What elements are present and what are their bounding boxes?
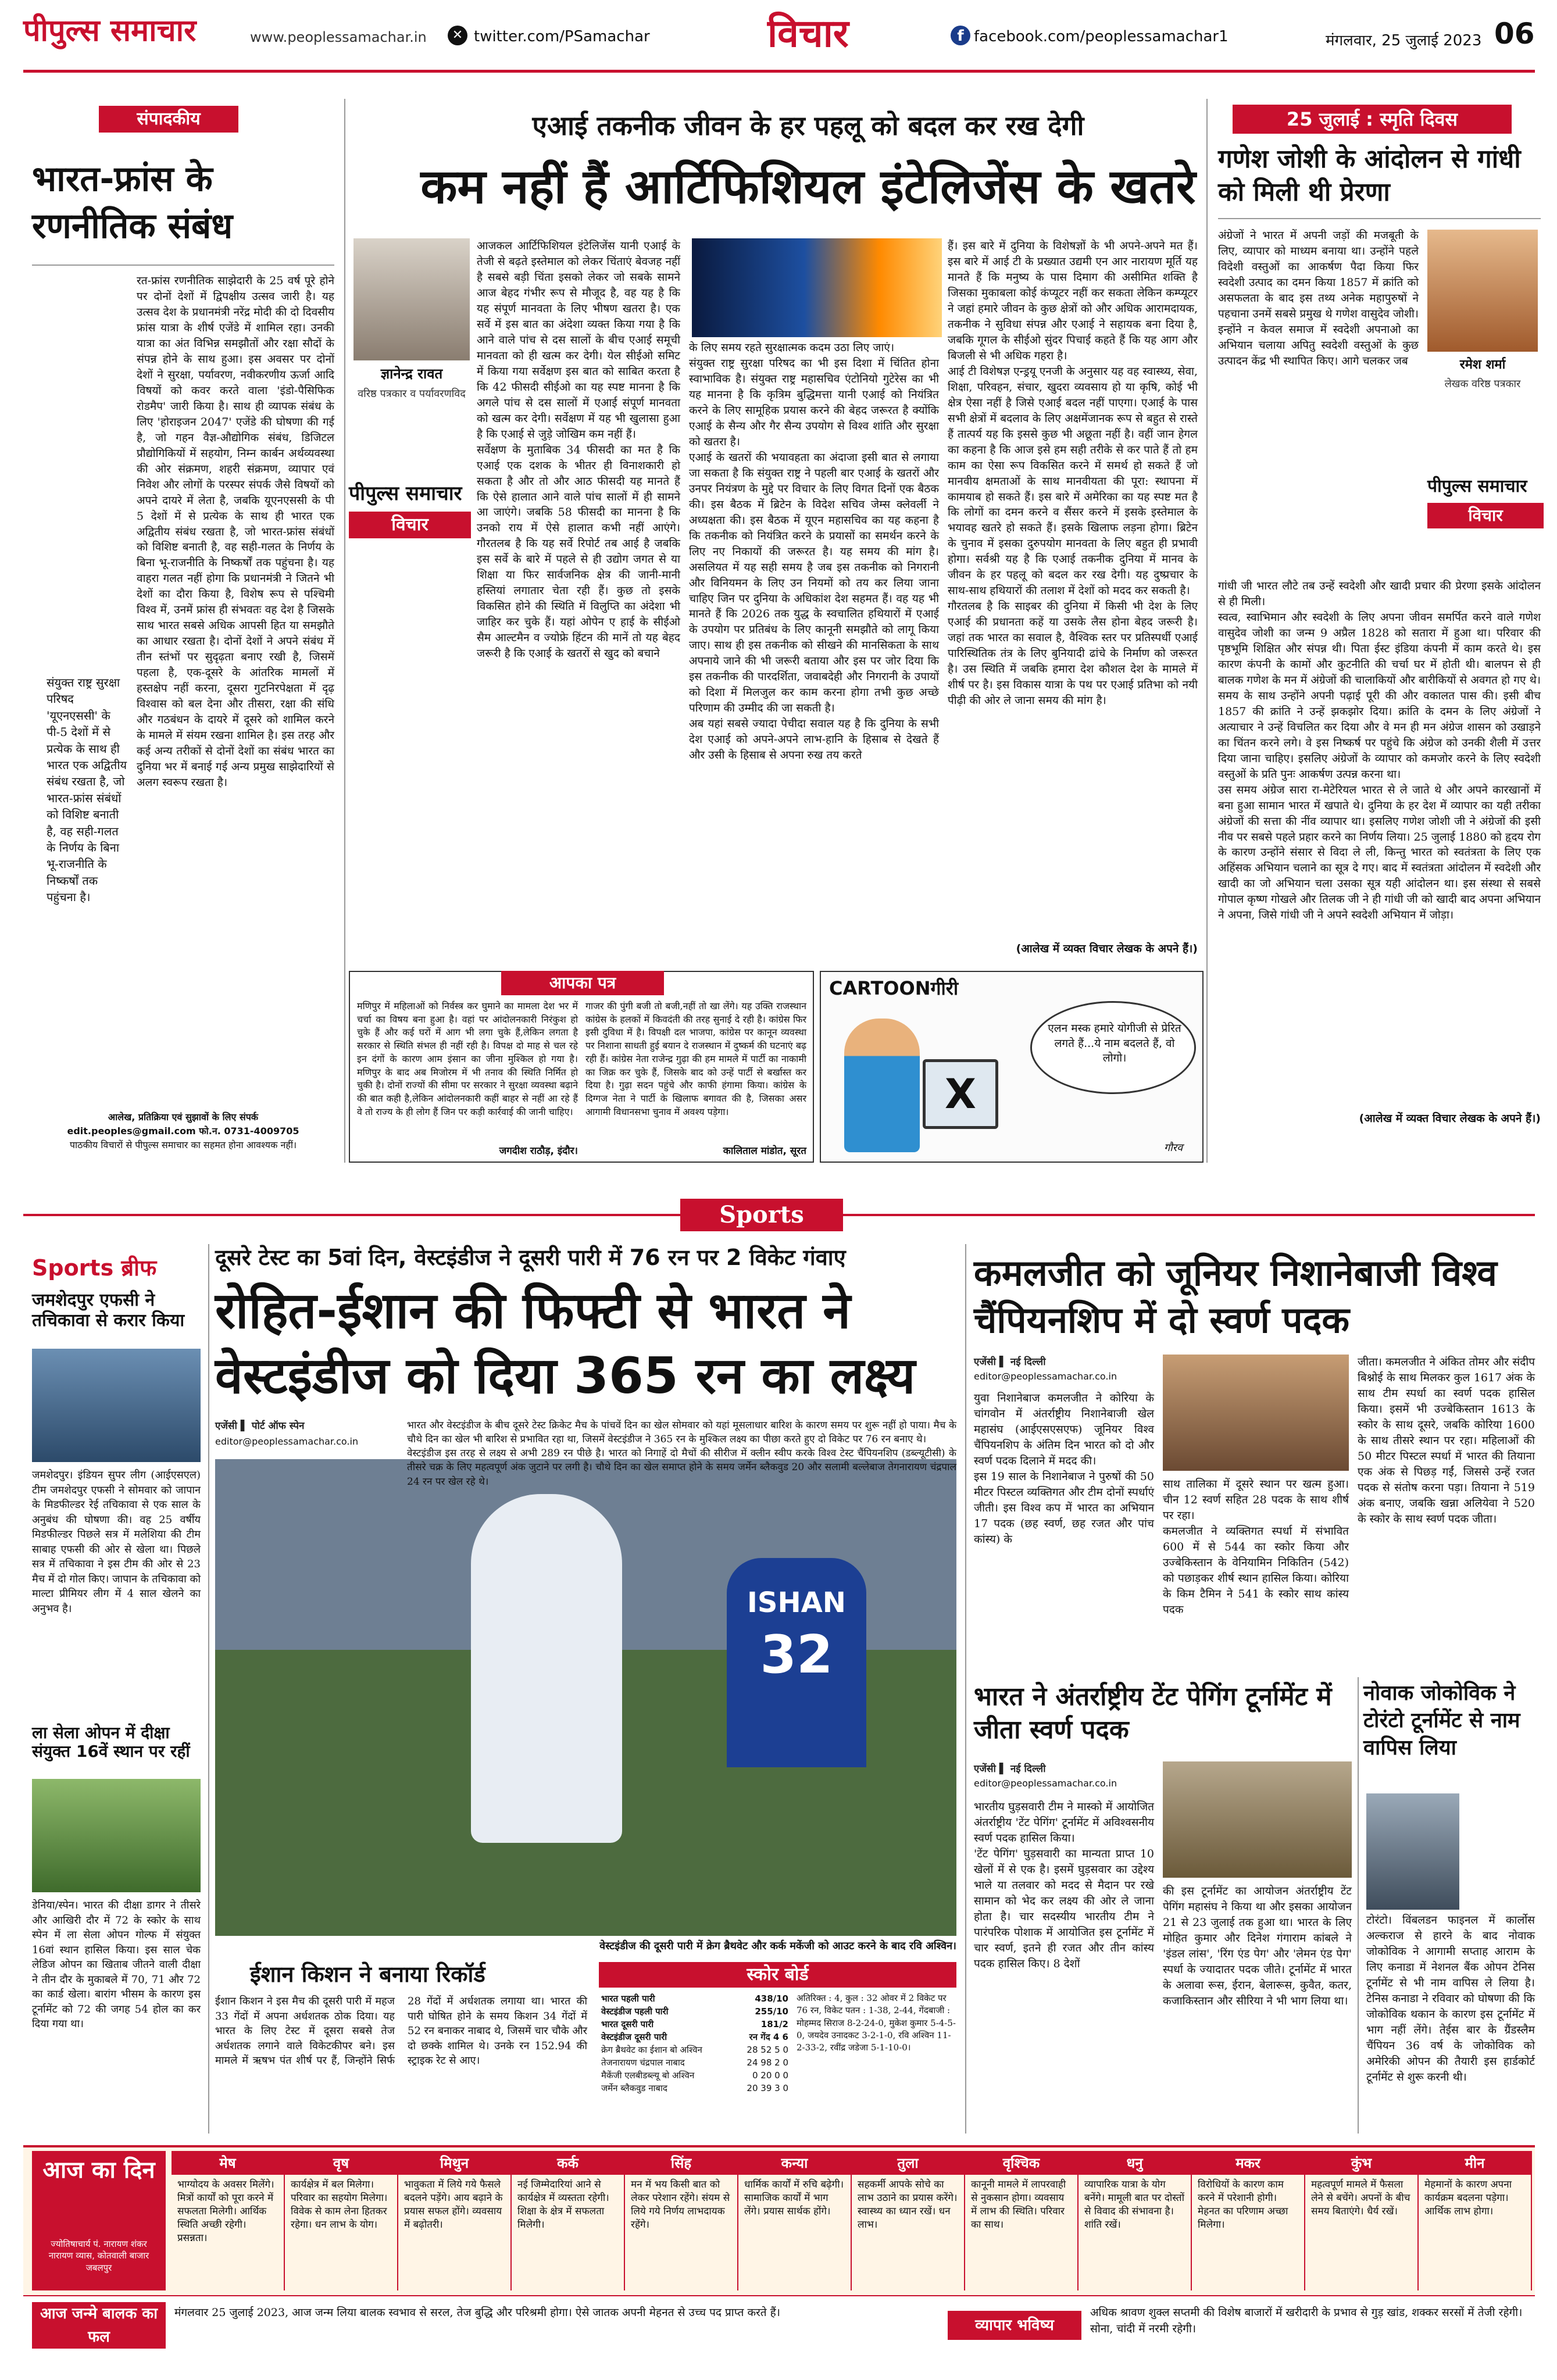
lead-kicker: एआई तकनीक जीवन के हर पहलू को बदल कर रख देगी [532, 110, 1084, 141]
editorial-tag: संपादकीय [99, 106, 238, 133]
born-label: आज जन्मे बालक का फल [32, 2302, 166, 2349]
letters-title: आपका पत्र [501, 971, 664, 995]
rashi-name: मीन [1419, 2151, 1531, 2175]
scoreboard-value: 0 20 0 0 [752, 2070, 788, 2081]
rashi-text: धार्मिक कार्यों में रुचि बढ़ेगी। सामाजिक कार्यों में भाग लेंगे। प्रयास सार्थक होंगे। [744, 2179, 844, 2217]
smriti-note: (आलेख में व्यक्त विचार लेखक के अपने हैं।) [1359, 1112, 1541, 1125]
scoreboard-label: वेस्टइंडीज पहली पारी [601, 2006, 669, 2017]
novak-photo [1366, 1793, 1459, 1910]
letters-box [349, 971, 814, 1163]
rashi-name: वृश्चिक [965, 2151, 1077, 2175]
editorial-title: भारत-फ्रांस के रणनीतिक संबंध [32, 159, 233, 246]
rashi-text: नई जिम्मेदारियां आने से कार्यक्षेत्र में व्यस्तता रहेगी। शिक्षा के क्षेत्र में सफलता मिलेगी। [517, 2179, 609, 2231]
kamal-email[interactable]: editor@peoplessamachar.co.in [974, 1371, 1117, 1382]
rashi-name: मेष [172, 2151, 284, 2175]
sports-banner: Sports [680, 1199, 843, 1231]
rashi-name: वृष [285, 2151, 397, 2175]
issue-date: मंगलवार, 25 जुलाई 2023 [1326, 32, 1482, 49]
website-link[interactable]: www.peoplessamachar.in [250, 29, 427, 45]
rashi-name: सिंह [625, 2151, 737, 2175]
scoreboard-value: रन गेंद 4 6 [749, 2032, 788, 2042]
smriti-tag: 25 जुलाई : स्मृति दिवस [1233, 105, 1512, 134]
smriti-body: गांधी जी भारत लौटे तब उन्हें स्वदेशी और खादी प्रचार की प्रेरणा इसके आंदोलन से ही मिली। स्वत्व, स्वाभिमान और स्वदेशी के लिए अपना जीवन समर्पित करने वाले गणेश वासुदेव जोशी का जन्म 9 अप्रैल 1828 को सतारा में हुआ था। परिवार की पृष्ठभूमि शिक्षित और संपन्न थी। पिता ईस्ट इंडिया कंपनी में काम करते थे। इस कारण कंपनी के कामों और कुटनीति की चर्चा घर में होती थी। बालपन से ही बालक गणेश के मन में अंग्रेजों की चालाकियों और बारीकियों से अवगत हो गए थे। समय के साथ उन्होंने अपनी पढ़ाई पूरी की और वकालत पास की। इसी बीच 1857 की क्रांति ने उन्हें झकझोर दिया। क्रांति के दमन के लिए अंग्रेजों ने अत्याचार ने उन्हें विचलित कर दिया और वे मन ही मन अंग्रेज शासन को उखाड़ने का चिंतन करने लगे। वे इस निष्कर्ष पर पहुंचे कि अंग्रेज को उनकी शैली में उत्तर दिया जाना चाहिए। इसलिए अंग्रेजों के व्यापार को कमजोर करने के लिए स्वदेशी वस्तुओं के प्रति पुनः आकर्षण उत्पन्न करना था। उस समय अंग्रेज सारा रा-मेटेरियल भारत से ले जाते थे और अपने कारखानों में बना हुआ सामान भारत में खपाते थे। दुनिया के हर देश में व्यापार का यही तरीका अंग्रेजों की सत्ता की नींव व्यापार था। इसलिए गणेश जोशी जी ने अंग्रेजों की इसी नीव पर सबसे पहले प्रहार करने का निर्णय लिया। 25 जुलाई 1880 को हृदय रोग के कारण उन्होंने संसार से विदा ले ली, किन्तु भारत को स्वतंत्रता के लिए एक अहिंसक अभियान चलाने का सूत्र दे गए। बाद में स्वतंत्रता आंदोलन में स्वदेशी और खादी का जो अभियान चला उसका सूत्र यही आंदोलन था। इस संस्था से सबसे गोपाल कृष्ण गोखले और तिलक जी ने ही गांधी जी को खादी बाद अपना अभियान ने अपना, जिसे गांधी जी ने अपने स्वदेशी अभियान में जोड़ा। [1218, 580, 1541, 922]
rashi-item [1419, 2151, 1532, 2290]
lead-note: (आलेख में व्यक्त विचार लेखक के अपने हैं।) [1016, 942, 1198, 955]
born-text: मंगलवार 25 जुलाई 2023, आज जन्म लिया बालक स्वभाव से सरल, तेज बुद्धि और परिश्रमी होगा। ऐसे जातक अपनी मेहनत से उच्च पद प्राप्त करते हैं। [174, 2306, 780, 2319]
brief1-body: जमशेदपुर। इंडियन सुपर लीग (आईएसएल) टीम जमशेदपुर एफसी ने सोमवार को जापान के मिडफील्डर रेई तचिकावा से एक साल के अनुबंध की घोषणा की। वह 25 वर्षीय मिडफील्डर पिछले सत्र में मलेशिया की टीम साबाह एफसी की ओर से खेला था। पिछले सत्र में तचिकावा ने इस टीम की ओर से 23 मैच में दो गोल किए। जापान के तचिकावा को माल्टा प्रीमियर लीग में 4 साल खेलने का अनुभव है। [32, 1469, 201, 1615]
rashi-name: धनु [1079, 2151, 1191, 2175]
scoreboard-value: 438/10 [755, 1993, 788, 2004]
lead-illustration [692, 238, 942, 337]
tent-byline: एजेंसी ▌ नई दिल्ली [974, 1763, 1046, 1775]
scoreboard-box [599, 1962, 956, 2136]
cartoon-figure [844, 1019, 920, 1152]
rashi-item [738, 2151, 852, 2290]
rashifal-jyotish: ज्योतिषाचार्य पं. नारायण शंकर नारायण व्यास, कोतवाली बाजार जबलपुर [48, 2239, 149, 2273]
smriti-headline: गणेश जोशी के आंदोलन से गांधी को मिली थी प्रेरणा [1218, 144, 1521, 208]
scoreboard-row [599, 2031, 791, 2043]
smriti-brand: पीपुल्स समाचार [1427, 476, 1527, 496]
cricket-photo-caption: वेस्टइंडीज की दूसरी पारी में क्रेग ब्रैथवेट और कर्क मकेंजी को आउट करने के बाद रवि अश्विन। [599, 1940, 956, 1952]
scoreboard-table [599, 1992, 791, 2095]
jersey-number: 32 [760, 1624, 833, 1685]
scoreboard-label: भारत दूसरी पारी [601, 2019, 654, 2029]
cricket-photo [215, 1459, 956, 1936]
scoreboard-value: 24 98 2 0 [747, 2057, 788, 2068]
brief1-head: जमशेदपुर एफसी ने तचिकावा से करार किया [32, 1290, 185, 1331]
ishan-head: ईशान किशन ने बनाया रिकॉर्ड [250, 1961, 485, 1987]
brief1-photo [32, 1349, 201, 1462]
cricket-email[interactable]: editor@peoplessamachar.co.in [215, 1436, 359, 1447]
rashi-text: भावुकता में लिये गये फैसले बदलने पड़ेंगे। आय बढ़ाने के प्रयास सफल होंगे। व्यवसाय में बढ़ोतरी। [404, 2179, 503, 2231]
lead-col2: के लिए समय रहते सुरक्षात्मक कदम उठा लिए जाएं। संयुक्त राष्ट्र सुरक्षा परिषद का भी इस दिशा में चिंतित होना स्वाभाविक है। संयुक्त राष्ट्र महासचिव एंटोनियो गुटेरेस का भी यह मानना है कि कृत्रिम बुद्धिमत्ता यानी एआई को नियंत्रित करने के लिए सामूहिक प्रयास करने की बेहद जरूरत है क्योंकि एआई के सैन्य और गैर सैन्य उपयोग से विश्व शांति और सुरक्षा को खतरा है। एआई के खतरों की भयावहता का अंदाजा इसी बात से लगाया जा सकता है कि संयुक्त राष्ट्र ने पहली बार एआई के खतरों और उनपर नियंत्रण के मुद्दे पर विचार के लिए विगत दिनों एक बैठक की। इस बैठक में ब्रिटेन के विदेश सचिव जेम्स क्लेवर्ली ने अध्यक्षता की। इस बैठक में यूएन महासचिव का यह कहना है कि तकनीक को नियंत्रित करने के प्रयासों का समर्थन करने के लिए नए निकायों की जरूरत है। यह समय की मांग है। असलियत में यह सही समय है जब इस तकनीक को निगरानी और विनियमन के लिए उन नियमों को तय कर लिया जाना चाहिए जिन पर दुनिया के अधिकांश देश सहमत हैं। वह यह भी मानते हैं कि 2026 तक युद्ध के स्वचालित हथियारों में एआई के उपयोग पर प्रतिबंध के लिए कानूनी समझौते को लागू किया जाए। साथ ही इस तकनीक को सीखने की मानसिकता के साथ अपनाये जाने की भी जरूरी बताया और इस पर जोर दिया कि इस तकनीक की पारदर्शिता, जवाबदेही और निगरानी के उपायों को दिशा में मिलजुल कर काम करना होगा तभी कुछ अच्छे परिणाम की उम्मीद की जा सकती है। अब यहां सबसे ज्यादा पेचीदा सवाल यह है कि दुनिया के सभी देश एआई को अपने-अपने लाभ-हानि के हिसाब से देखते हैं और उसी के हिसाब से अपना रुख तय करते [689, 341, 939, 762]
cricket-body-text: भारत और वेस्टइंडीज के बीच दूसरे टेस्ट क्रिकेट मैच के पांचवें दिन का खेल सोमवार को यहां मूसलाधार बारिश के कारण समय पर शुरू नहीं हो पाया। मैच के चौथे दिन का खेल भी बारिश से प्रभावित रहा था, जिसमें वेस्टइंडीज ने 365 रन के मुश्किल लक्ष्य का पीछा करते हुए दो विकेट पर 76 रन बनाए थे। वेस्टइंडीज इस तरह से लक्ष्य से अभी 289 रन पीछे है। भारत को निगाहें दो मैचों की सीरीज में क्लीन स्वीप करके विश्व टेस्ट चैंपियनशिप (डब्ल्यूटीसी) के तीसरे चक्र के लिए महत्वपूर्ण अंक जुटाने पर लगी है। चौथे दिन का खेल समाप्त होने के समय जर्मेन ब्लैकवुड 20 और सलामी बल्लेबाज तेगनारायण चंद्रपाल 24 रन पर खेल रहे थे। [407, 1420, 956, 1488]
kamal-body1: युवा निशानेबाज कमलजीत ने कोरिया के चांगवोन में अंतर्राष्ट्रीय निशानेबाजी खेल महासंघ (आईएसएसएफ) जूनियर विश्व चैंपियनशिप के अंतिम दिन भारत को दो और स्वर्ण पदक दिलाने में मदद की। इस 19 साल के निशानेबाज ने पुरुषों की 50 मीटर पिस्टल व्यक्तिगत और टीम दोनों स्पर्धाएं जीती। इस विश्व कप में भारत का अभियान 17 पदक (छह स्वर्ण, छह रजत और पांच कांस्य) के [974, 1392, 1154, 1546]
rashi-text: मेहमानों के कारण अपना कार्यक्रम बदलना पड़ेगा। आर्थिक लाभ होगा। [1424, 2179, 1512, 2217]
biz-text: अधिक श्रावण शुक्ल सप्तमी की विशेष बाजारों में खरीदारी के प्रभाव से गुड़ खांड, शक्कर सरसों में तेजी रहेगी। सोना, चांदी में नरमी रहेगी। [1090, 2306, 1523, 2335]
ishan-body: ईशान किशन ने इस मैच की दूसरी पारी में महज 33 गेंदों में अपना अर्धशतक ठोक दिया। यह भारत के लिए टेस्ट में दूसरा सबसे तेज अर्धशतक लगाने वाले विकेटकीपर बने। इस मामले में ऋषभ पंत शीर्ष पर हैं, जिन्होंने सिर्फ 28 गेंदों में अर्धशतक लगाया था। भारत की पारी घोषित होने के समय किशन 34 गेंदों में 52 रन बनाकर नाबाद थे, जिसमें चार चौके और दो छक्के शामिल थे। उनके रन 152.94 की स्ट्राइक रेट से आए। [215, 1995, 587, 2067]
jersey-name: ISHAN [747, 1586, 846, 1619]
editorial-body: रत-फ्रांस रणनीतिक साझेदारी के 25 वर्ष पूरे होने पर दोनों देशों में द्विपक्षीय उत्सव जारी है। यह उत्सव देश के प्रधानमंत्री नरेंद्र मोदी की दो दिवसीय फ्रांस यात्रा के शीर्ष एजेंडे में शामिल रहा। उनकी यात्रा का अंत विभिन्न समझौतों और रक्षा सौदों के संपन्न होने के साथ हुआ। इस अवसर पर दोनों देशों ने सुरक्षा, पर्यावरण, नवीकरणीय ऊर्जा आदि विषयों को कवर करते वाला 'इंडो-पैसिफिक रोडमैप' जारी किया है। साथ ही व्यापक संबंध के लिए 'होराइजन 2047' एजेंडे की घोषणा की गई है, जो गहन वैज्ञ-औद्योगिक संबंध, डिजिटल प्रौद्योगिकियों में सहयोग, निम्न कार्बन अर्थव्यवस्था की ओर संक्रमण, शहरी संक्रमण, व्यापार एवं निवेश और लोगों के परस्पर संपर्क जैसे विषयों को अपने दायरे में लेता है, जबकि यूएनएससी के पी 5 देशों में से प्रत्येक के साथ ही भारत एक अद्वितीय संबंध रखता है, जो भारत-फ्रांस संबंधों को विशिष्ट बनाती है, वह सही-गलत के निर्णय के बिना भू-राजनीति के निष्कर्षों तक पहुंचना है। यह वाहरा गलत नहीं होगा कि प्रधानमंत्री ने जितने भी देशों का दौरा किया है, विशेष रूप से पश्चिमी विश्व में, उनमें फ्रांस ही संभवतः वह देश है जिसके साथ भारत सबसे अधिक आपसी हित या समझौते का आधार रखता है। दोनों देशों ने अपने संबंध में तीन स्तंभों पर सुदृढ़ता बनाए रखी है, जिसमें पहला है, एक-दूसरे के आंतरिक मामलों में हस्तक्षेप नहीं करना, दूसरा गुटनिरपेक्षता में दृढ़ विश्वास को बल देना और तीसरा, रक्षा की संधि और गठबंधन के दायरे में दूसरे को शामिल करने के मामले में संयम रखना शामिल है। इस तरह और कई अन्य तरीकों से दोनों देशों का संबंध भारत का दुनिया भर में बनाई गई अन्य प्रमुख साझेदारियों से अलग स्वरूप रखता है। [137, 274, 334, 789]
lead-col1: आजकल आर्टिफिशियल इंटेलिजेंस यानी एआई के तेजी से बढ़ते इस्तेमाल को लेकर चिंताएं बेवजह नहीं है सबसे बड़ी चिंता इसको लेकर जो सबके सामने आज बेहद गंभीर रूप से मौजूद है, वह यह है कि यह संपूर्ण मानवता के लिए भीषण खतरा है। एक सर्वे में इस बात का अंदेशा व्यक्त किया गया है कि आने वाले पांच से दस सालों के बीच एआई समूची मानवता को ही खत्म कर देगी। येल सीईओ समिट में किया गया सर्वेक्षण इस बात को साबित करता है कि 42 फीसदी सीईओ का यह स्पष्ट मानना है कि अगले पांच से दस सालों में एआई संपूर्ण मानवता को खत्म कर देगी। सर्वेक्षण में यह भी खुलासा हुआ है कि एआई से जुड़े जोखिम कम नहीं हैं। सर्वेक्षण के मुताबिक 34 फीसदी का मत है कि एआई एक दशक के भीतर ही विनाशकारी हो सकता है और तो और आठ फीसदी यह मानते हैं कि ऐसे हालात आने वाले पांच सालों में ही सामने आ जाएंगे। जबकि 58 फीसदी का मानना है कि उनको राय में ऐसे हालात कभी नहीं आएंगे। गौरतलब है कि यह सर्वे रिपोर्ट तब आई है जबकि इस सर्वे के बारे में पहले से ही उद्योग जगत से या शिक्षा या फिर सार्वजनिक क्षेत्र की जानी-मानी हस्तियां लगातार चेता रही हैं। कुछ तो इसके विकसित होने की स्थिति में विलुप्ति का अंदेशा भी जाहिर कर चुके हैं। यहां ओपेन ए हाई के सीईओ सैम आल्टमैन व ज्योफ्रे हिंटन की मानें तो यह बेहद जरूरी है कि एआई के खतरों से खुद को बचाने [477, 240, 680, 660]
lead-author-role: वरिष्ठ पत्रकार व पर्यावरणविद [358, 388, 466, 400]
rashifal-signs [172, 2151, 1532, 2290]
scoreboard-row [599, 2018, 791, 2031]
facebook-link[interactable]: facebook.com/peoplessamachar1 [974, 28, 1229, 45]
brief2-photo [32, 1779, 201, 1892]
rashi-name: कुंभ [1305, 2151, 1417, 2175]
novak-body: टोरंटो। विंबलडन फाइनल में कार्लोस अल्कराज से हारने के बाद नोवाक जोकोविक ने आगामी सप्ताह आराम के लिए कनाडा में नेशनल बैंक ओपन टेनिस टूर्नामेंट से भी नाम वापिस ले लिया है। टेनिस कनाडा ने रविवार को घोषणा की कि जोकोविक थकान के कारण इस टूर्नामेंट में भाग नहीं लेंगे। तेईस बार के ग्रैंडस्लैम चैंपियन 36 वर्ष के जोकोविक को अमेरिकी ओपन की तैयारी इस हार्डकोर्ट टूर्नामेंट से शुरू करनी थी। [1366, 1914, 1535, 2084]
scoreboard-value: 255/10 [755, 2006, 788, 2017]
header-rule [23, 70, 1535, 73]
tent-email[interactable]: editor@peoplessamachar.co.in [974, 1778, 1117, 1789]
rashi-text: विरोधियों के कारण काम करने में परेशानी होगी। मेहनत का परिणाम अच्छा मिलेगा। [1198, 2179, 1288, 2231]
rashi-name: कर्क [512, 2151, 624, 2175]
scoreboard-label: वेस्टइंडीज दूसरी पारी [601, 2032, 667, 2042]
smriti-headline-rule [1218, 218, 1541, 219]
scoreboard-title: स्कोर बोर्ड [599, 1962, 956, 1988]
biz-label: व्यापार भविष्य [948, 2311, 1081, 2340]
lead-headline: कम नहीं हैं आर्टिफिशियल इंटेलिजेंस के खतरे [420, 159, 1196, 215]
scoreboard-value: 28 52 5 0 [747, 2045, 788, 2055]
rashi-item [1305, 2151, 1419, 2290]
tent-head: भारत ने अंतर्राष्ट्रीय टेंट पेगिंग टूर्नामेंट में जीता स्वर्ण पदक [974, 1682, 1332, 1745]
scoreboard-row [599, 2056, 791, 2069]
scoreboard-row [599, 2069, 791, 2082]
lead-brand-tag: विचार [349, 512, 471, 538]
scoreboard-label: जर्मेन ब्लैकवुड नाबाद [601, 2083, 667, 2093]
smriti-author-name: रमेश शर्मा [1459, 358, 1506, 372]
cartoon-signature: गौरव [1164, 1142, 1183, 1154]
scoreboard-row [599, 2082, 791, 2095]
rashi-text: मन में भय किसी बात को लेकर परेशान रहेंगे। संयम से लिये गये निर्णय लाभदायक रहेंगे। [631, 2179, 730, 2231]
col-divider-2 [1206, 99, 1208, 1163]
scoreboard-notes: अतिरिक्त : 4, कुल : 32 ओवर में 2 विकेट पर 76 रन, विकेट पतन : 1-38, 2-44, गेंदबाजी : मोहम्मद सिराज 8-2-24-0, मुकेश कुमार 5-4-5-0, जयदेव उनादकट 3-2-1-0, रवि अश्विन 11-2-33-2, रवींद्र जडेजा 5-1-10-0। [797, 1993, 956, 2053]
scoreboard-label: तेजनारायण चंद्रपाल नाबाद [601, 2057, 685, 2068]
rashi-item [512, 2151, 625, 2290]
kamal-body2: साथ तालिका में दूसरे स्थान पर खत्म हुआ। चीन 12 स्वर्ण सहित 28 पदक के साथ शीर्ष पर रहा। कमलजीत ने व्यक्तिगत स्पर्धा में संभावित 600 में से 544 का स्कोर किया और उज्बेकिस्तान के वेनियामिन निकितिन (542) को पछाड़कर शीर्ष स्थान हासिल किया। कोरिया के किम टैमिन ने 541 के स्कोर साथ कांस्य पदक [1163, 1478, 1349, 1616]
twitter-link[interactable]: twitter.com/PSamachar [474, 28, 650, 45]
cartoon-bubble-text: एलन मस्क हमारे योगीजी से प्रेरित लगते हैं...ये नाम बदलते हैं, वो लोगो। [1048, 1022, 1181, 1065]
sports-divider-2 [965, 1244, 966, 2134]
rashi-text: कानूनी मामले में लापरवाही से नुकसान होगा। व्यवसाय में लाभ की स्थिति। परिवार का साथ। [971, 2179, 1066, 2231]
masthead-bar [0, 0, 1557, 70]
editorial-footer-disclaimer: पाठकीय विचारों से पीपुल्स समाचार का सहमत होना आवश्यक नहीं। [69, 1139, 297, 1150]
smriti-brand-tag: विचार [1427, 503, 1544, 528]
editorial-pullquote: संयुक्त राष्ट्र सुरक्षा परिषद 'यूएनएससी' के पी-5 देशों में से प्रत्येक के साथ ही भारत एक अद्वितीय संबंध रखता है, जो भारत-फ्रांस संबंधों को विशिष्ट बनाती है, वह सही-गलत के निर्णय के बिना भू-राजनीति के निष्कर्षों तक पहुंचना है। [47, 676, 127, 905]
col-divider-1 [344, 99, 345, 1163]
tent-body2: की इस टूर्नामेंट का आयोजन अंतर्राष्ट्रीय टेंट पेगिंग महासंघ ने किया था और इसका आयोजन 21 से 23 जुलाई तक हुआ था। भारत के लिए मोहित कुमार और दिनेश गंगाराम कांबले ने 'इंडल लांस', 'रिंग एंड पेग' और 'लेमन एंड पेग' स्पर्धा के ज्यादातर पदक जीते। टूर्नामेंट में भारत के अलावा रूस, ईरान, बेलारूस, कुवैत, कतर, कजाकिस्तान और सीरिया ने भी भाग लिया था। [1163, 1885, 1352, 2007]
cartoon-label: CARTOONगीरी [829, 977, 959, 999]
rashi-item [285, 2151, 398, 2290]
rashi-item [965, 2151, 1079, 2290]
rashi-item [172, 2151, 285, 2290]
cricket-byline: एजेंसी ▌ पोर्ट ऑफ स्पेन [215, 1420, 305, 1432]
rashi-item [1079, 2151, 1192, 2290]
cricket-headline: रोहित-ईशान की फिफ्टी से भारत ने वेस्टइंडीज को दिया 365 रन का लक्ष्य [215, 1282, 916, 1405]
rashi-name: तुला [852, 2151, 964, 2175]
author-photo [353, 238, 470, 360]
brief2-head: ला सेला ओपन में दीक्षा संयुक्त 16वें स्थान पर रहीं [32, 1723, 190, 1761]
kamal-byline: एजेंसी ▌ नई दिल्ली [974, 1356, 1046, 1368]
tent-photo [1163, 1761, 1352, 1878]
bowler-figure [471, 1494, 622, 1843]
rashi-item [625, 2151, 738, 2290]
novak-head: नोवाक जोकोविक ने टोरंटो टूर्नामेंट से नाम वापिस लिया [1363, 1681, 1520, 1760]
cartoon-monitor: X [923, 1059, 998, 1129]
kamal-body3: जीता। कमलजीत ने अंकित तोमर और संदीप बिश्नोई के साथ मिलकर कुल 1617 अंक के साथ टीम स्पर्धा का स्वर्ण पदक हासिल किया। इसमें भी उज्बेकिस्तान 1613 के स्कोर के साथ दूसरे, जबकि कोरिया 1600 के साथ तीसरे स्थान पर रहा। महिलाओं की 50 मीटर पिस्टल स्पर्धा में भारत की तियाना एक अंक से पिछड़ गईं, जिससे उन्हें रजत पदक से संतोष करना पड़ा। तियाना ने 519 अंक बनाए, जबकि खन्ना अलियेवा ने 520 के स्कोर के साथ स्वर्ण पदक जीता। [1358, 1356, 1535, 1525]
smriti-author-role: लेखक वरिष्ठ पत्रकार [1444, 378, 1521, 390]
letter-1-author: जगदीश राठौड़, इंदौर। [499, 1145, 578, 1157]
twitter-icon: ✕ [448, 26, 467, 45]
sports-brief-label: Sports ब्रीफ [32, 1255, 157, 1281]
smriti-author-photo [1427, 230, 1538, 352]
lead-author-name: ज्ञानेन्द्र रावत [380, 366, 443, 382]
lead-col3: हैं। इस बारे में दुनिया के विशेषज्ञों के भी अपने-अपने मत हैं। इस बारे में आई टी के प्रख्यात उद्यमी एन आर नारायण मूर्ति यह मानते हैं कि मनुष्य के पास दिमाग की असीमित शक्ति है जिसका मुकाबला कोई कंप्यूटर नहीं कर सकता लेकिन कम्प्यूटर ने जहां हमारे जीवन के कुछ क्षेत्रों को और अधिक आरामदायक, तकनीक ने सुविधा संपन्न और एआई ने सहायक बना दिया है, जबकि गूगल के सीईओ सुंदर पिचाई कहते हैं कि यह आग और बिजली से भी अधिक गहरा है। आई टी विशेषज्ञ एन्ड्रयू एनजी के अनुसार यह वह स्वास्थ्य, सेवा, शिक्षा, परिवहन, संचार, खुदरा व्यवसाय हो या कृषि, कोई भी क्षेत्र ऐसा नहीं है जिसे एआई बदल नहीं पाएगा। एआई के पास सभी क्षेत्रों में बदलाव के लिए अक्षमेंजानक रूप से बहुत से रास्ते हैं तात्पर्य यह कि इससे कुछ भी अछूता नहीं है। वहीं जान हेगल का कहना है कि आज इसे हम सही तरीके से कर पाते हैं तो हम काम का ऐसा रूप विकसित करने में समर्थ हो सकते हैं जो मानवीय क्षमताओं के साथ मानवीयता की पूरा: स्थापना में कामयाब हो सकते हैं। इस बारे में अमेरिका का यह स्पष्ट मत है कि लोगों का दमन करने व सैंसर करने में इसके इस्तेमाल के भयावह खतरे हो सकते हैं। इसके खिलाफ लड़ना होगा। ब्रिटेन के चुनाव में इसका दुरुपयोग मानवता के लिए बहुत ही प्रभावी होगा। सर्वश्री यह है कि एआई तकनीक दुनिया में मानव के जीवन के हर पहलू को बदल कर रख देगी। यह दुष्प्रचार के साथ-साथ हथियारों की तलाश में देशों को मदद कर सकती है। गौरतलब है कि साइबर की दुनिया में किसी भी देश के लिए एआई की प्रधानता कहें या उसके लैस होना बेहद जरूरी है। जहां तक भारत का सवाल है, वैश्विक स्तर पर प्रतिस्पर्धी एआई पारिस्थितिक तंत्र के लिए बुनियादी ढांचे के निर्माण को जरूरत है। उस स्थिति में जबकि हमारा देश कौशल देश के मामले में शीर्ष पर है। इस विकास यात्रा के पथ पर एआई प्रतिभा को नयी पीढ़ी की ओर ले जाना समय की मांग है। [948, 240, 1198, 707]
rashi-text: कार्यक्षेत्र में बल मिलेगा। परिवार का सहयोग मिलेगा। विवेक से काम लेना हितकर रहेगा। धन लाभ के योग। [291, 2179, 388, 2231]
rashi-item [1192, 2151, 1305, 2290]
sports-divider-3 [1358, 1677, 1359, 2134]
rashifal-title: आज का दिन [42, 2157, 155, 2184]
letter-1: मणिपुर में महिलाओं को निर्वस्त्र कर घुमाने का मामला देश भर में चर्चा का विषय बना हुआ है। वहां पर आंदोलनकारी निरंकुश हो चुके हैं और कई घरों में आग भी लगा चुके हैं,लेकिन लगता है सरकार से स्थिति संभल ही नहीं रही है। विपक्ष दो माह से चल रहे इन दंगों के कारण आम इंसान का जीना मुश्किल हो गया है। मणिपुर के बाद अब मिजोरम में भी तनाव की स्थिति निर्मित हो चुकी है। दोनों राज्यों की सीमा पर सरकार ने सुरक्षा व्यवस्था बढ़ाने की बात कही है,लेकिन आंदोलनकारी कहीं बाहर से नहीं आ रहे हैं वे तो राज्य के ही लोग हैं जिन पर कड़ी कार्रवाई की जानी चाहिए। [357, 1000, 578, 1117]
scoreboard-row [599, 2043, 791, 2056]
rashi-text: सहकर्मी आपके सोचे का लाभ उठाने का प्रयास करेंगे। स्वास्थ्य का ध्यान रखें। धन लाभ। [858, 2179, 958, 2231]
scoreboard-value: 181/2 [760, 2019, 788, 2029]
rashi-text: भाग्योदय के अवसर मिलेंगे। मित्रों कार्यों को पूरा करने में सफलता मिलेगी। आर्थिक स्थिति अच्छी रहेगी। प्रसन्नता। [177, 2179, 274, 2244]
editorial-footer-email[interactable]: edit.peoples@gmail.com फो.न. 0731-4009705 [67, 1125, 299, 1137]
scoreboard-label: क्रेग ब्रैथवेट का ईशान बो अश्विन [601, 2045, 702, 2055]
sports-divider-1 [208, 1244, 209, 2134]
letter-2-author: कालिताल मांडोत, सूरत [723, 1145, 806, 1157]
tent-body1: भारतीय घुड़सवारी टीम ने मास्को में आयोजित अंतर्राष्ट्रीय 'टेंट पेगिंग' टूर्नामेंट में अविश्वसनीय स्वर्ण पदक हासिल किया। 'टेंट पेगिंग' घुड़सवारी का मान्यता प्राप्त 10 खेलों में से एक है। इसमें घुड़सवार का उद्देश्य भाले या तलवार को मदद से मैदान पर रखे सामान को भेद कर लक्ष्य की ओर ले जाना होता है। चार सदस्यीय भारतीय टीम ने पारंपरिक पोशाक में आयोजित इस टूर्नामेंट में चार स्वर्ण, इतने ही रजत और तीन कांस्य पदक हासिल किए। 8 देशों [974, 1800, 1154, 1970]
smriti-top: अंग्रेजों ने भारत में अपनी जड़ों की मजबूती के लिए, व्यापार को माध्यम बनाया था। उन्होंने पहले विदेशी वस्तुओं का आकर्षण पैदा किया फिर स्वदेशी उत्पाद का दमन किया 1857 में क्रांति को असफलता के बाद इस तथ्य अनेक महापुरुषों ने पहचाना उनमें सबसे प्रमुख थे गणेश वासुदेव जोशी। इन्होंने न केवल समाज में स्वदेशी अपनाओ का अभियान चलाया अपितु स्वदेशी वस्तुओं के कुछ उत्पादन केंद्र भी स्थापित किए। आगे चलकर जब [1218, 229, 1419, 367]
rashifal-title-box [32, 2151, 166, 2290]
section-title: विचार [767, 11, 849, 56]
letter-2: गाजर की पुंगी बजी तो बजी,नहीं तो खा लेंगे। यह उक्ति राजस्थान कांग्रेस के हलकों में किवदंती की तरह सुनाई दे रही है। कांग्रेस फिर इसी दुविधा में है। विपक्षी दल भाजपा, कांग्रेस पर कानून व्यवस्था पर निशाना साधती हुई बयान दे राजस्थान में दुष्कर्म की घटनाएं बढ़ रही हैं। कांग्रेस नेता राजेन्द्र गुढ़ा की हम मामले में पार्टी का नाकामी का जिक्र कर चुके हैं, जिसके बाद को उन्हें पार्टी से बर्खास्त कर दिया है। गुढ़ा सदन पहुंचे और काफी हंगामा किया। कांग्रेस के दिग्गज नेता ने पार्टी के खिलाफ बगावत की है, जिसका असर आगामी विधानसभा चुनाव में अवश्य पड़ेगा। [585, 1000, 806, 1117]
rashi-name: कन्या [738, 2151, 851, 2175]
rashi-item [398, 2151, 512, 2290]
rashi-name: मकर [1192, 2151, 1304, 2175]
editorial-footer [32, 1110, 334, 1157]
editorial-title-rule [32, 265, 334, 266]
rashi-name: मिथुन [398, 2151, 510, 2175]
masthead-logo: पीपुल्स समाचार [23, 13, 197, 48]
brief2-body: डेनिया/स्पेन। भारत की दीक्षा डागर ने तीसरे और आखिरी दौर में 72 के स्कोर के साथ स्पेन में ला सेला ओपन गोल्फ में संयुक्त 16वां स्थान हासिल किया। इस साल चेक लेडिज ओपन का खिताब जीतने वाली दीक्षा ने तीन दौर के मुकाबले में 70, 71 और 72 का कार्ड खेला। बारांग भीसम के कारण इस टूर्नामेंट को 72 की जगह 54 होल का कर दिया गया था। [32, 1899, 201, 2031]
kamal-photo [1163, 1355, 1349, 1471]
page-number: 06 [1494, 17, 1535, 51]
rashi-text: व्यापारिक यात्रा के योग बनेंगे। मामूली बात पर दोस्तों से विवाद की संभावना है। शांति रखें। [1084, 2179, 1184, 2231]
scoreboard-value: 20 39 3 0 [747, 2083, 788, 2093]
scoreboard-label: मैकेंजी एलबीडब्ल्यू बो अश्विन [601, 2070, 695, 2081]
cartoon-box [820, 971, 1204, 1163]
scoreboard-row [599, 1992, 791, 2005]
scoreboard-row [599, 2005, 791, 2018]
facebook-icon: f [951, 26, 970, 45]
rashi-item [852, 2151, 965, 2290]
kamal-head: कमलजीत को जूनियर निशानेबाजी विश्व चैंपियनशिप में दो स्वर्ण पदक [974, 1252, 1497, 1341]
cricket-kicker: दूसरे टेस्ट का 5वां दिन, वेस्टइंडीज ने दूसरी पारी में 76 रन पर 2 विकेट गंवाए [215, 1245, 846, 1270]
editorial-footer-line1: आलेख, प्रतिक्रिया एवं सुझावों के लिए संपर्क [108, 1112, 259, 1123]
lead-brand: पीपुल्स समाचार [349, 482, 462, 505]
rashi-text: महत्वपूर्ण मामले में फैसला लेने से बचेंगे। अपनों के बीच समय बिताएंगे। धैर्य रखें। [1311, 2179, 1410, 2217]
scoreboard-label: भारत पहली पारी [601, 1993, 655, 2004]
